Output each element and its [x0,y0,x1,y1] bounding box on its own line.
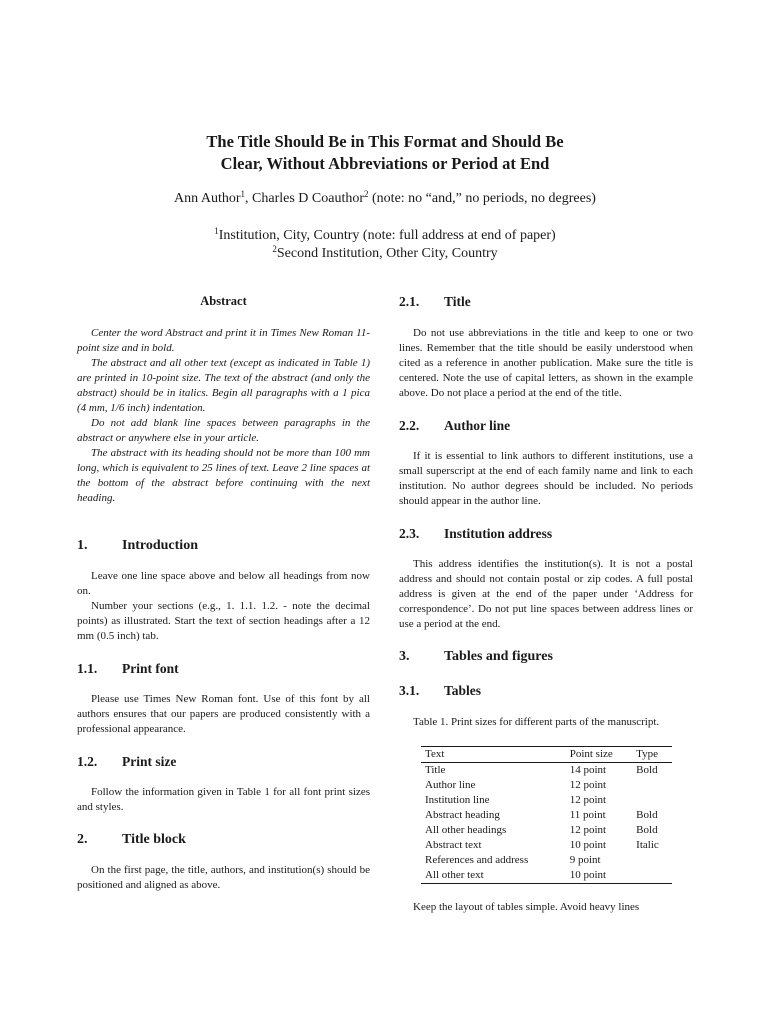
section-number: 1. [77,538,88,553]
section-heading [77,660,370,678]
table-cell: Abstract text [425,839,482,851]
paper-title-line-2: Clear, Without Abbreviations or Period at End [220,154,550,173]
table-row [421,838,672,853]
author-1: Ann Author [174,191,241,206]
table-row [421,868,672,884]
section-title: Author line [444,418,511,433]
author-2: Charles D Coauthor [252,191,365,206]
table-cell: 11 point [569,809,606,821]
section-title: Print font [122,661,179,676]
author-separator: , [245,191,253,206]
table-row [421,763,672,779]
author-2-superscript: 2 [364,189,369,199]
table-cell: Abstract heading [425,809,500,821]
paragraph: Please use Times New Roman font. Use of this font by all authors ensures that our papers are produced consistently with a professional appearance. [77,693,370,735]
left-column [77,293,370,893]
section-title: Tables and figures [444,649,553,664]
table-cell: 12 point [569,779,607,791]
section-heading [399,417,693,435]
section-number: 2.2. [399,418,420,433]
section-number: 2. [77,832,88,847]
section-print-size [77,753,370,815]
abstract-paragraph: The abstract with its heading should not be more than 100 mm long, which is equivalent to 25 lines of text. Leave 2 line spaces at the bottom of the abstract before continuing with the next heading. [77,447,370,504]
section-tables [399,682,693,915]
section-author-line [399,417,693,509]
paragraph: Number your sections (e.g., 1. 1.1. 1.2. - note the decimal points) as illustrated. Start the text of section headings after a 12 mm (0.5 inch) tab. [77,600,370,642]
section-number: 3. [399,649,410,664]
institution-1-superscript: 1 [214,226,219,236]
paragraph: This address identifies the institution(s). It is not a postal address and should not contain postal or zip codes. A full postal address is given at the end of the paper under ‘Address for correspondence’. Do not put line spaces between address lines or use a period at the end. [399,558,693,630]
table-cell: 10 point [566,868,632,884]
table-cell: Institution line [425,794,490,806]
section-heading [77,537,370,555]
table-header-row [421,747,672,763]
table-cell: 12 point [569,794,607,806]
section-heading [399,525,693,543]
author-line [0,190,770,208]
table-cell: 14 point [569,764,607,776]
section-title: Title [444,294,471,309]
print-sizes-table [421,746,672,884]
paragraph: Follow the information given in Table 1 for all font print sizes and styles. [77,786,370,813]
section-number: 3.1. [399,683,420,698]
section-institution-address [399,525,693,632]
table-cell: All other headings [425,824,507,836]
section-title: Tables [444,683,482,698]
table-row [421,793,672,808]
paragraph: Do not use abbreviations in the title and keep to one or two lines. Remember that the title should be easily understood when cited as a reference in another publication. Make sure the title is centered. Note the use of capital letters, as shown in the example above. Do not place a period at the end of the title. [399,327,693,399]
abstract-paragraph: Do not add blank line spaces between paragraphs in the abstract or anywhere else in your article. [77,417,370,444]
author-1-superscript: 1 [240,189,246,199]
section-number: 1.1. [77,661,98,676]
table-header-cell: Text [421,747,566,763]
table-caption: Table 1. Print sizes for different parts of the manuscript. [413,716,660,728]
paper-title [0,131,770,175]
institution-2-text: Second Institution, Other City, Country [276,246,498,261]
institution-2 [0,245,770,263]
section-title: Institution address [444,526,553,541]
abstract-paragraph: Center the word Abstract and print it in Times New Roman 11-point size and in bold. [77,327,370,354]
section-title: Print size [122,754,177,769]
table-cell: References and address [425,854,529,866]
table-cell: Title [425,764,446,776]
section-heading [399,682,693,700]
section-introduction [77,537,370,644]
section-number: 2.3. [399,526,420,541]
section-title-sub [399,293,693,401]
table-cell: Author line [425,779,476,791]
table-cell: Italic [636,839,659,851]
paragraph: Keep the layout of tables simple. Avoid heavy lines [413,901,640,913]
section-tables-figures [399,648,693,666]
table-cell [632,778,672,793]
paper-title-line-1: The Title Should Be in This Format and Should Be [206,132,564,151]
section-number: 1.2. [77,754,98,769]
institution-1-text: Institution, City, Country (note: full address at end of paper) [218,228,556,243]
institution-lines [0,227,770,263]
table-cell [632,793,672,808]
table-cell: Bold [636,809,658,821]
abstract-block [77,293,370,506]
table-header-cell: Type [632,747,672,763]
section-heading [77,753,370,771]
section-title-block [77,831,370,893]
table-row [421,808,672,823]
institution-1 [0,227,770,245]
abstract-heading: Abstract [200,294,247,308]
table-cell: 9 point [569,854,601,866]
right-column [399,293,693,915]
author-note: (note: no “and,” no periods, no degrees) [368,191,596,206]
institution-2-superscript: 2 [272,244,277,254]
table-cell: All other text [421,868,566,884]
table-row [421,823,672,838]
table-cell [632,868,672,884]
table-cell: Bold [636,824,658,836]
table-cell: 10 point [569,839,607,851]
section-print-font [77,660,370,737]
section-heading [399,648,693,666]
table-cell: 12 point [569,824,607,836]
paragraph: Leave one line space above and below all headings from now on. [77,570,370,597]
table-cell: Bold [636,764,658,776]
table-row [421,853,672,868]
section-number: 2.1. [399,294,420,309]
section-heading [399,293,693,311]
paragraph: On the first page, the title, authors, and institution(s) should be positioned and aligned as above. [77,864,370,891]
table-header-cell: Point size [566,747,632,763]
section-title: Introduction [122,538,198,553]
abstract-paragraph: The abstract and all other text (except as indicated in Table 1) are printed in 10-point size. The text of the abstract (and only the abstract) should be in italics. Begin all paragraphs with a 1 pica (4 mm, 1/6 inch) indentation. [77,357,370,414]
table-row [421,778,672,793]
paragraph: If it is essential to link authors to different institutions, use a small superscript at the end of each family name and link to each institution. No author degrees should be included. No periods should appear in the author line. [399,450,693,507]
section-heading [77,831,370,849]
table-cell [632,853,672,868]
section-title: Title block [122,832,186,847]
